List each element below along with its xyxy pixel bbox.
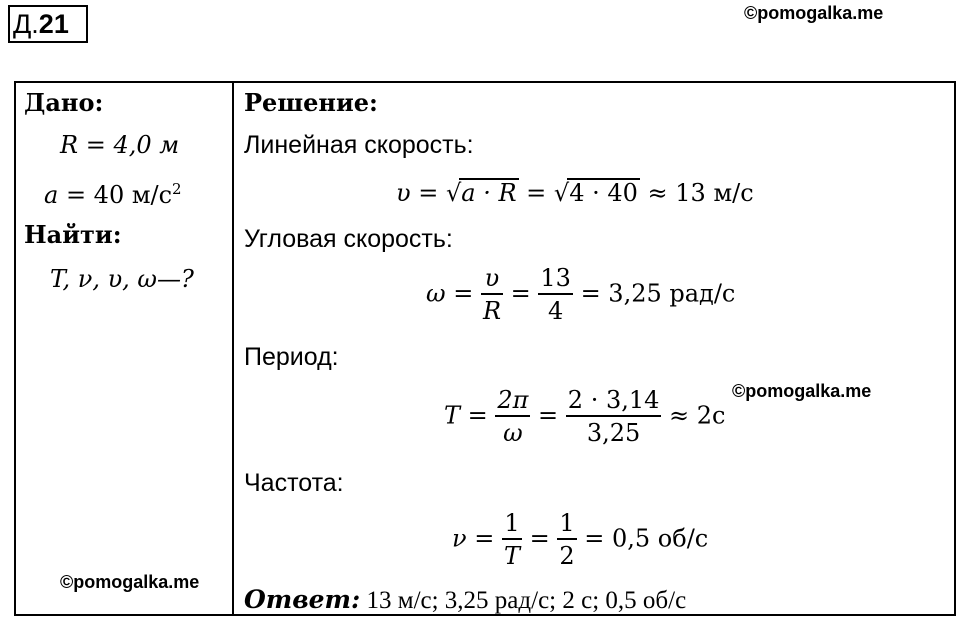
given-radius bbox=[60, 130, 179, 160]
angular-speed-label: Угловая скорость: bbox=[244, 225, 453, 253]
period-formula bbox=[444, 385, 725, 449]
answer-text: 13 м/с; 3,25 рад/с; 2 с; 0,5 об/с bbox=[360, 587, 687, 614]
angular-f1-den: R bbox=[481, 293, 503, 327]
linear-rhs: ≈ 13 м/с bbox=[639, 179, 754, 207]
find-title: Найти: bbox=[24, 220, 122, 249]
answer-label: Ответ: bbox=[244, 585, 361, 614]
sqrt-icon: √ bbox=[445, 179, 462, 207]
answer-line bbox=[244, 585, 686, 616]
column-divider bbox=[232, 81, 234, 616]
frequency-f2-num: 1 bbox=[559, 509, 575, 537]
given-acceleration-value: = 40 м/с bbox=[58, 181, 173, 209]
angular-eq: = bbox=[503, 279, 539, 308]
given-acceleration-var: a bbox=[44, 181, 59, 209]
period-rhs: ≈ 2с bbox=[661, 401, 726, 430]
linear-lhs: υ = bbox=[396, 179, 446, 207]
period-f2-num: 2 · 3,14 bbox=[567, 386, 660, 414]
frequency-label: Частота: bbox=[244, 469, 344, 497]
find-line bbox=[50, 264, 194, 294]
frequency-fraction-1 bbox=[502, 508, 522, 572]
angular-f2-num: 13 bbox=[540, 264, 571, 292]
frequency-formula bbox=[452, 508, 708, 572]
given-radius-text: R = 4,0 м bbox=[60, 131, 180, 159]
linear-mid: = bbox=[518, 179, 554, 207]
angular-f1-num: υ bbox=[484, 264, 500, 292]
period-label: Период: bbox=[244, 343, 339, 371]
solution-title: Решение: bbox=[244, 88, 378, 117]
task-prefix: Д. bbox=[13, 9, 39, 39]
angular-lhs: ω = bbox=[426, 279, 481, 308]
watermark-bottom-left: ©pomogalka.me bbox=[60, 572, 200, 592]
angular-f2-den: 4 bbox=[538, 293, 573, 327]
sqrt-radicand-2: 4 · 40 bbox=[569, 179, 638, 207]
frequency-f1-num: 1 bbox=[504, 509, 520, 537]
frequency-f2-den: 2 bbox=[557, 538, 576, 572]
period-f1-num: 2π bbox=[497, 386, 529, 414]
task-number: 21 bbox=[38, 9, 69, 39]
frequency-eq: = bbox=[521, 524, 558, 553]
period-lhs: T = bbox=[444, 401, 496, 430]
period-fraction-2 bbox=[566, 385, 662, 449]
frequency-fraction-2 bbox=[557, 508, 576, 572]
angular-speed-formula bbox=[426, 263, 735, 327]
period-f2-den: 3,25 bbox=[566, 415, 662, 449]
watermark-top: ©pomogalka.me bbox=[744, 3, 884, 23]
find-line-text: T, ν, υ, ω—? bbox=[50, 265, 194, 293]
frequency-rhs: = 0,5 об/с bbox=[576, 524, 709, 553]
linear-speed-formula bbox=[396, 178, 754, 208]
period-f1-den: ω bbox=[495, 415, 530, 449]
angular-rhs: = 3,25 рад/с bbox=[572, 279, 736, 308]
task-number-box bbox=[8, 5, 88, 43]
period-fraction-1 bbox=[495, 385, 530, 449]
given-title: Дано: bbox=[24, 88, 104, 117]
angular-fraction-2 bbox=[538, 263, 573, 327]
sqrt-radicand-1: a · R bbox=[461, 179, 517, 207]
watermark-middle: ©pomogalka.me bbox=[732, 381, 872, 401]
angular-fraction-1 bbox=[481, 263, 503, 327]
sqrt-icon-2: √ bbox=[553, 179, 570, 207]
frequency-lhs: ν = bbox=[452, 524, 502, 553]
given-acceleration bbox=[44, 174, 182, 210]
period-eq: = bbox=[530, 401, 566, 430]
linear-speed-label: Линейная скорость: bbox=[244, 131, 474, 159]
frequency-f1-den: T bbox=[502, 538, 522, 572]
given-acceleration-exp: 2 bbox=[172, 180, 182, 198]
